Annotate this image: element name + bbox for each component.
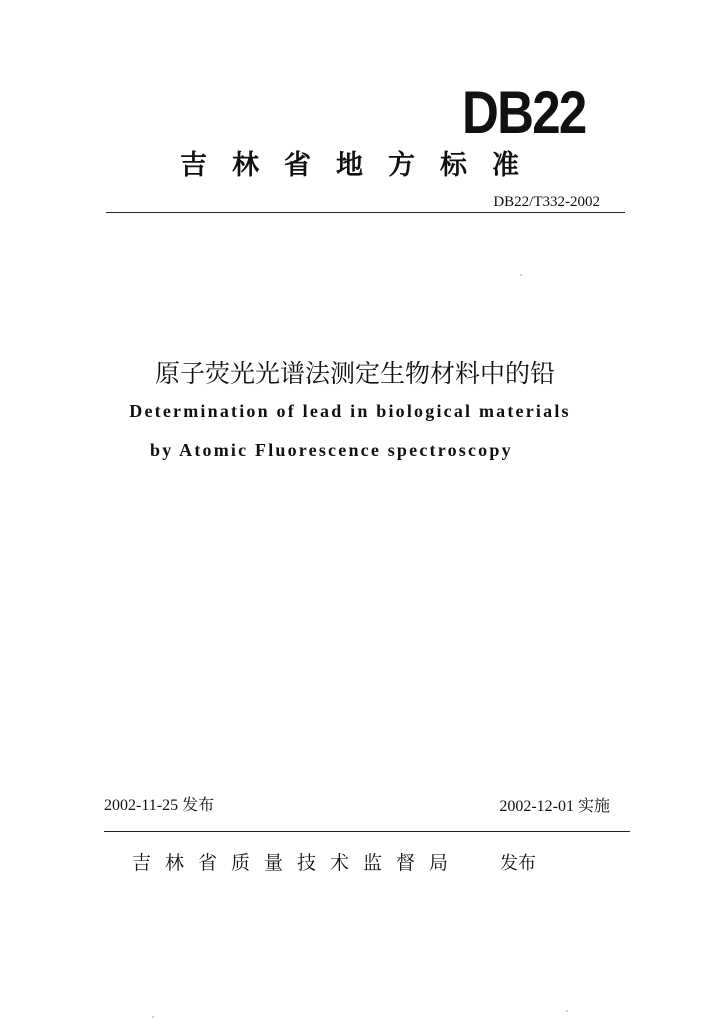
scan-speck [520,274,522,276]
issuer-suffix: 发布 [500,853,536,874]
issuer-name: 吉林省质量技术监督局 [132,852,463,874]
scan-speck [566,1010,568,1012]
title-chinese: 原子荧光光谱法测定生物材料中的铅 [154,359,555,388]
title-english-line-2: by Atomic Fluorescence spectroscopy [150,440,513,460]
standard-category: 吉林省地方标准 [180,150,544,181]
standard-code: DB22 [462,79,586,146]
standard-number: DB22/T332-2002 [493,194,600,210]
issue-date: 2002-11-25 发布 [104,797,215,814]
scan-speck [152,1016,154,1018]
implementation-date: 2002-12-01 实施 [499,798,610,815]
title-english-line-1: Determination of lead in biological materials [129,401,571,421]
header-divider [106,212,625,213]
footer-divider [104,831,630,832]
